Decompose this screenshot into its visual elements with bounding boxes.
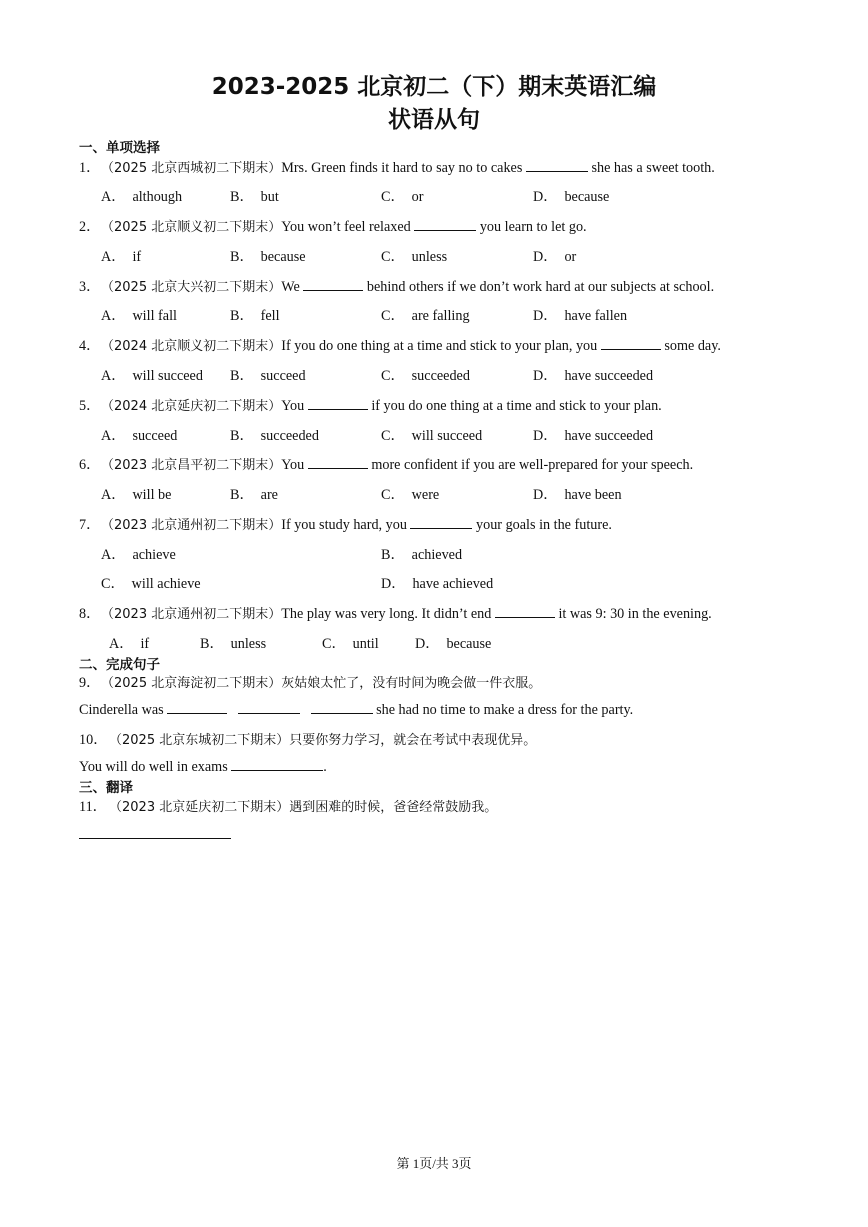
option-a[interactable]: A． although bbox=[101, 189, 183, 205]
sentence-pre: You will do well in exams bbox=[79, 759, 232, 775]
question-chinese-prompt: 灰姑娘太忙了，没有时间为晚会做一件衣服。 bbox=[281, 676, 542, 691]
option-a[interactable]: A． succeed bbox=[101, 428, 178, 444]
option-b[interactable]: B． succeeded bbox=[230, 428, 319, 444]
question-number: 3． bbox=[79, 279, 101, 295]
option-a[interactable]: A． if bbox=[101, 249, 142, 265]
option-d[interactable]: D． have fallen bbox=[533, 308, 628, 324]
answer-blank-1[interactable] bbox=[167, 701, 227, 714]
question-chinese-prompt: 遇到困难的时候，爸爸经常鼓励我。 bbox=[289, 800, 498, 815]
sentence-pre: Cinderella was bbox=[79, 702, 168, 718]
option-d[interactable]: D． have succeeded bbox=[533, 428, 654, 444]
question-stem-pre: We bbox=[281, 279, 304, 295]
question-stem-post: if you do one thing at a time and stick to your plan. bbox=[367, 398, 662, 414]
translation-answer-line[interactable] bbox=[79, 838, 231, 839]
question-9 bbox=[79, 672, 541, 692]
option-c[interactable]: C． are falling bbox=[381, 308, 470, 324]
answer-blank[interactable] bbox=[308, 456, 368, 469]
question-2 bbox=[79, 216, 587, 236]
question-source: （2023 北京昌平初二下期末） bbox=[101, 458, 282, 473]
option-d[interactable]: D． have achieved bbox=[381, 576, 494, 592]
page-subtitle: 状语从句 bbox=[388, 107, 480, 133]
option-d[interactable]: D． have succeeded bbox=[533, 368, 654, 384]
option-b[interactable]: B． unless bbox=[200, 636, 267, 652]
page-footer: 第 1页/共 3页 bbox=[396, 1156, 472, 1171]
answer-blank-2[interactable] bbox=[238, 701, 300, 714]
option-d[interactable]: D． have been bbox=[533, 487, 622, 503]
option-c[interactable]: C． until bbox=[322, 636, 379, 652]
question-stem-post: behind others if we don’t work hard at our subjects at school. bbox=[363, 279, 715, 295]
question-chinese-prompt: 只要你努力学习，就会在考试中表现优异。 bbox=[289, 733, 537, 748]
answer-blank[interactable] bbox=[495, 605, 555, 618]
option-b[interactable]: B． but bbox=[230, 189, 279, 205]
page-title: 2023-2025 北京初二（下）期末英语汇编 bbox=[211, 74, 657, 100]
question-source: （2024 北京顺义初二下期末） bbox=[101, 339, 282, 354]
option-b[interactable]: B． achieved bbox=[381, 547, 463, 563]
question-9-sentence bbox=[79, 701, 633, 719]
question-number: 2． bbox=[79, 219, 101, 235]
option-b[interactable]: B． because bbox=[230, 249, 306, 265]
option-b[interactable]: B． succeed bbox=[230, 368, 306, 384]
answer-blank[interactable] bbox=[231, 758, 323, 771]
question-4 bbox=[79, 335, 721, 355]
question-number: 5． bbox=[79, 398, 101, 414]
question-stem-pre: You bbox=[281, 398, 308, 414]
option-d[interactable]: D． or bbox=[533, 249, 577, 265]
question-stem-post: your goals in the future. bbox=[472, 517, 612, 533]
sentence-post: . bbox=[323, 759, 327, 775]
option-c[interactable]: C． will succeed bbox=[381, 428, 483, 444]
question-stem-post: it was 9: 30 in the evening. bbox=[554, 606, 712, 622]
question-number: 10． bbox=[79, 732, 108, 748]
question-stem-pre: You bbox=[281, 457, 308, 473]
question-stem-post: you learn to let go. bbox=[476, 219, 587, 235]
question-number: 11． bbox=[79, 799, 107, 815]
question-stem-pre: You won’t feel relaxed bbox=[281, 219, 415, 235]
option-c[interactable]: C． succeeded bbox=[381, 368, 470, 384]
question-stem-post: more confident if you are well-prepared for your speech. bbox=[367, 457, 694, 473]
answer-blank[interactable] bbox=[601, 337, 661, 350]
question-source: （2025 北京顺义初二下期末） bbox=[101, 220, 282, 235]
option-b[interactable]: B． fell bbox=[230, 308, 280, 324]
section-heading-single-choice: 一、单项选择 bbox=[79, 140, 160, 156]
answer-blank[interactable] bbox=[308, 397, 368, 410]
question-source: （2025 北京海淀初二下期末） bbox=[101, 676, 282, 691]
option-b[interactable]: B． are bbox=[230, 487, 278, 503]
answer-blank[interactable] bbox=[303, 278, 363, 291]
section-heading-translation: 三、翻译 bbox=[79, 780, 133, 796]
answer-blank-3[interactable] bbox=[311, 701, 373, 714]
option-c[interactable]: C． were bbox=[381, 487, 440, 503]
question-8 bbox=[79, 603, 712, 623]
option-a[interactable]: A． achieve bbox=[101, 547, 176, 563]
question-source: （2023 北京延庆初二下期末） bbox=[109, 800, 290, 815]
option-a[interactable]: A． will fall bbox=[101, 308, 177, 324]
question-source: （2023 北京通州初二下期末） bbox=[101, 518, 282, 533]
question-6 bbox=[79, 454, 693, 474]
answer-blank[interactable] bbox=[410, 516, 472, 529]
option-a[interactable]: A． will be bbox=[101, 487, 172, 503]
question-10-sentence bbox=[79, 758, 327, 776]
question-stem-pre: The play was very long. It didn’t end bbox=[281, 606, 495, 622]
question-source: （2023 北京通州初二下期末） bbox=[101, 607, 282, 622]
question-source: （2024 北京延庆初二下期末） bbox=[101, 399, 282, 414]
question-11 bbox=[79, 796, 497, 816]
question-1 bbox=[79, 157, 715, 177]
question-source: （2025 北京西城初二下期末） bbox=[101, 161, 282, 176]
question-source: （2025 北京大兴初二下期末） bbox=[101, 280, 282, 295]
question-stem-post: she has a sweet tooth. bbox=[587, 160, 715, 176]
question-7 bbox=[79, 514, 612, 534]
question-stem-post: some day. bbox=[660, 338, 721, 354]
question-stem-pre: If you study hard, you bbox=[281, 517, 411, 533]
question-5 bbox=[79, 395, 662, 415]
option-a[interactable]: A． if bbox=[109, 636, 150, 652]
question-3 bbox=[79, 276, 714, 296]
sentence-post: she had no time to make a dress for the party. bbox=[372, 702, 634, 718]
option-d[interactable]: D． because bbox=[533, 189, 610, 205]
question-number: 1． bbox=[79, 160, 101, 176]
question-number: 8． bbox=[79, 606, 101, 622]
option-a[interactable]: A． will succeed bbox=[101, 368, 203, 384]
question-stem-pre: If you do one thing at a time and stick to your plan, you bbox=[281, 338, 601, 354]
option-c[interactable]: C． will achieve bbox=[101, 576, 201, 592]
question-source: （2025 北京东城初二下期末） bbox=[109, 733, 290, 748]
option-d[interactable]: D． because bbox=[415, 636, 492, 652]
answer-blank[interactable] bbox=[526, 159, 588, 172]
option-c[interactable]: C． or bbox=[381, 189, 424, 205]
question-number: 4． bbox=[79, 338, 101, 354]
option-c[interactable]: C． unless bbox=[381, 249, 448, 265]
answer-blank[interactable] bbox=[414, 218, 476, 231]
section-heading-completion: 二、完成句子 bbox=[79, 657, 160, 673]
question-number: 9． bbox=[79, 675, 101, 691]
question-number: 6． bbox=[79, 457, 101, 473]
question-number: 7． bbox=[79, 517, 101, 533]
question-stem-pre: Mrs. Green finds it hard to say no to cakes bbox=[281, 160, 526, 176]
question-10 bbox=[79, 729, 536, 749]
